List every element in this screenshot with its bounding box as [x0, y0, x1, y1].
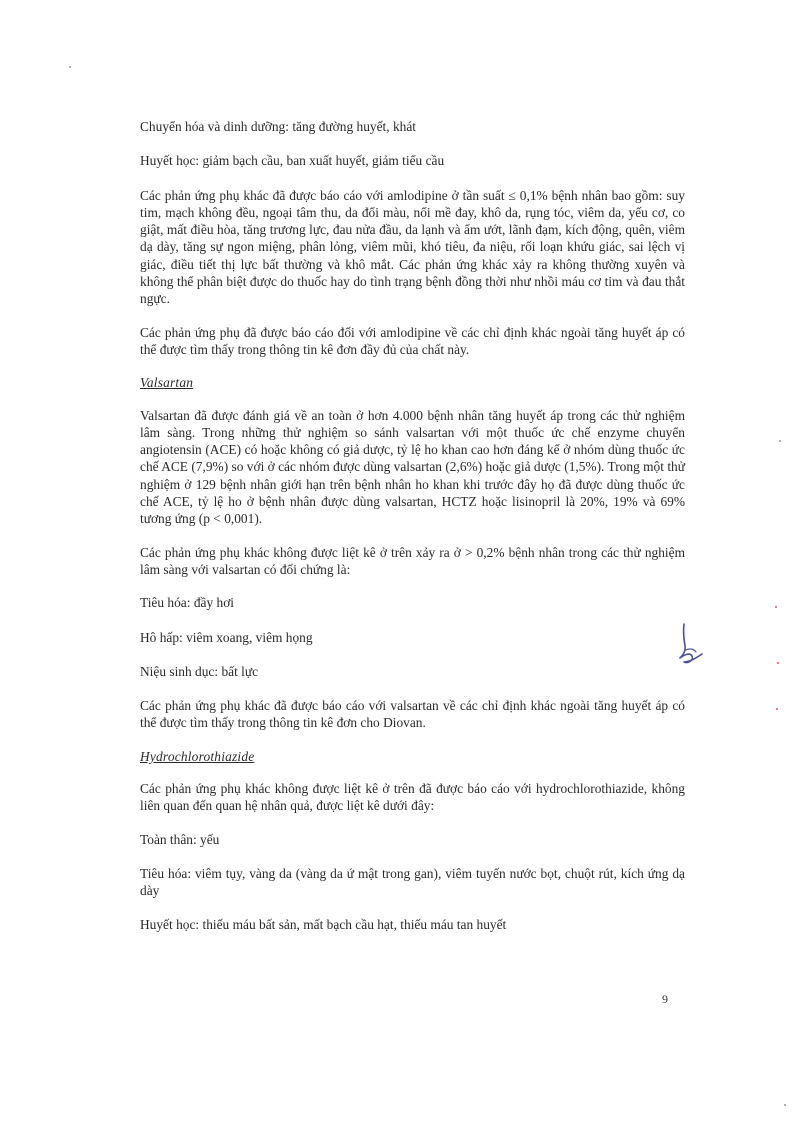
paragraph-valsartan-safety: Valsartan đã được đánh giá về an toàn ở hơn 4.000 bệnh nhân tăng huyết áp trong các thử nghiệm lâm sàng. Trong những thử nghiệm so sánh valsartan với một thuốc ức chế enzyme chuyển angiotensin (ACE) có hoặc không có giả dược, tỷ lệ ho khan cao hơn đáng kể ở nhóm dùng thuốc ức chế ACE (7,9%) so với ở các nhóm được dùng valsartan (2,6%) hoặc giả dược (1,5%). Trong một thử nghiệm ở 129 bệnh nhân giới hạn trên bệnh nhân ho khan khi trước đây họ đã được dùng thuốc ức chế ACE, tỷ lệ ho ở bệnh nhân được dùng valsartan, HCTZ hoặc lisinopril là 20%, 19% và 69% tương ứng (p < 0,001). [140, 407, 685, 527]
paragraph-valsartan-urogenital: Niệu sinh dục: bất lực [140, 663, 259, 679]
paragraph-hctz-gastro: Tiêu hóa: viêm tụy, vàng da (vàng da ứ mật trong gan), viêm tuyến nước bọt, chuột rút, kích ứng dạ dày [140, 865, 685, 899]
paragraph-hematology: Huyết học: giảm bạch cầu, ban xuất huyết, giảm tiểu cầu [140, 153, 445, 169]
scan-speck [775, 606, 777, 608]
paragraph-valsartan-respiratory: Hô hấp: viêm xoang, viêm họng [140, 629, 313, 645]
scan-speck [776, 708, 778, 710]
section-heading-hydrochlorothiazide: Hydrochlorothiazide [140, 748, 255, 764]
paragraph-hctz-hematology: Huyết học: thiếu máu bất sản, mất bạch cầu hạt, thiếu máu tan huyết [140, 916, 507, 932]
signature-icon [672, 622, 706, 670]
paragraph-metabolism: Chuyển hóa và dinh dưỡng: tăng đường huyết, khát [140, 119, 416, 134]
paragraph-valsartan-gastro: Tiêu hóa: đầy hơi [140, 595, 234, 611]
paragraph-hctz-intro: Các phản ứng phụ khác không được liệt kê ở trên đã được báo cáo với hydrochlorothiazide, không liên quan đến quan hệ nhân quả, được liệt kê dưới đây: [140, 781, 685, 814]
page-number: 9 [662, 992, 668, 1006]
paragraph-valsartan-other-indications: Các phản ứng phụ khác đã được báo cáo với valsartan về các chỉ định khác ngoài tăng huyết áp có thể được tìm thấy trong thông tin kê đơn cho Diovan. [140, 698, 685, 731]
scan-speck [777, 662, 779, 664]
paragraph-valsartan-other-reactions: Các phản ứng phụ khác không được liệt kê ở trên xảy ra ở > 0,2% bệnh nhân trong các thử nghiệm lâm sàng với valsartan có đối chứng là: [140, 544, 685, 577]
scan-speck [779, 440, 781, 442]
paragraph-hctz-general: Toàn thân: yếu [140, 831, 220, 847]
document-body [140, 118, 685, 950]
section-heading-valsartan: Valsartan [140, 375, 194, 391]
paragraph-amlodipine-other-indications: Các phản ứng phụ đã được báo cáo đối với amlodipine về các chỉ định khác ngoài tăng huyết áp có thể được tìm thấy trong thông tin kê đơn đầy đủ của chất này. [140, 324, 685, 357]
scan-speck [69, 66, 71, 68]
scan-speck [784, 1104, 786, 1106]
paragraph-amlodipine-other-reactions: Các phản ứng phụ khác đã được báo cáo với amlodipine ở tần suất ≤ 0,1% bệnh nhân bao gồm: suy tim, mạch không đều, ngoại tâm thu, da đổi màu, nổi mề đay, khô da, rụng tóc, viêm da, yếu cơ, co giật, mất điều hòa, tăng trương lực, đau nửa đầu, da lạnh và ẩm ướt, lãnh đạm, kích động, quên, viêm dạ dày, tăng sự ngon miệng, phân lỏng, viêm mũi, khó tiêu, đa niệu, rối loạn khứu giác, sai lệch vị giác, điều tiết thị lực bất thường và khô mắt. Các phản ứng khác xảy ra không thường xuyên và không thể phân biệt được do thuốc hay do tình trạng bệnh đồng thời như nhồi máu cơ tim và đau thắt ngực. [140, 187, 685, 307]
